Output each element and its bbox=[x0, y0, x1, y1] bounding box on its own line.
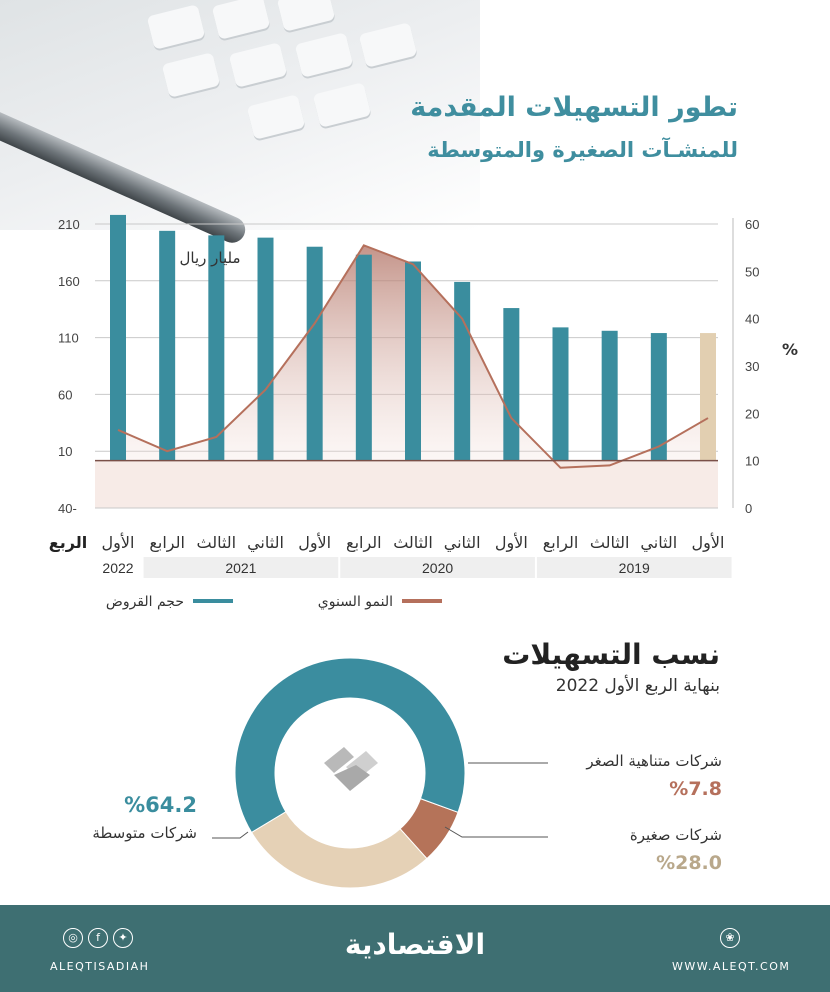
quarter-label: الثالث bbox=[196, 533, 237, 552]
segment-value-micro: %7.8 bbox=[669, 778, 722, 800]
segment-value-small: %28.0 bbox=[656, 852, 722, 874]
quarter-axis-label: الربع bbox=[48, 533, 88, 552]
quarter-label: الثالث bbox=[589, 533, 630, 552]
legend-swatch-growth bbox=[402, 599, 442, 603]
left-axis-tick: 210 bbox=[58, 217, 80, 232]
leader-line-small bbox=[445, 827, 548, 837]
donut-segment bbox=[252, 812, 427, 888]
left-axis-tick: 10 bbox=[58, 444, 73, 460]
keyboard-key bbox=[147, 4, 206, 50]
loan-bar bbox=[553, 327, 569, 460]
loan-bar bbox=[307, 247, 323, 461]
legend-label-growth: النمو السنوي bbox=[317, 594, 393, 610]
keyboard-key bbox=[359, 22, 418, 68]
right-axis-tick: 20 bbox=[745, 406, 760, 422]
quarter-label: الثاني bbox=[640, 533, 678, 552]
twitter-icon[interactable]: ✦ bbox=[113, 928, 133, 948]
right-axis-label: % bbox=[781, 340, 799, 359]
loan-bar bbox=[208, 235, 224, 460]
loan-bar bbox=[405, 261, 421, 460]
legend-swatch-loans bbox=[193, 599, 233, 603]
quarter-label: الرابع bbox=[149, 533, 185, 552]
left-axis-tick: 160 bbox=[58, 273, 80, 289]
loan-bar bbox=[503, 308, 519, 461]
header-background-photo bbox=[0, 0, 480, 230]
loan-bar bbox=[159, 231, 175, 461]
quarter-label: الرابع bbox=[346, 533, 382, 552]
footer-bar bbox=[0, 905, 830, 992]
year-label: 2020 bbox=[422, 560, 454, 576]
quarter-label: الأول bbox=[494, 533, 528, 552]
segment-label-medium: شركات متوسطة bbox=[92, 824, 197, 842]
loan-bar bbox=[356, 255, 372, 461]
brand-logo: الاقتصادية bbox=[344, 928, 486, 961]
instagram-icon[interactable]: ◎ bbox=[63, 928, 83, 948]
year-label: 2021 bbox=[225, 560, 257, 576]
loan-bar bbox=[651, 333, 667, 461]
quarter-label: الثاني bbox=[247, 533, 284, 552]
left-axis-tick: 40- bbox=[58, 501, 77, 516]
keyboard-key bbox=[295, 32, 354, 78]
right-axis-tick: 50 bbox=[745, 264, 760, 280]
keyboard-key bbox=[313, 82, 372, 128]
quarter-label: الرابع bbox=[542, 533, 579, 552]
loan-bar bbox=[454, 282, 470, 461]
segment-label-small: شركات صغيرة bbox=[629, 826, 722, 844]
loan-bar bbox=[258, 238, 274, 461]
year-label: 2019 bbox=[618, 560, 650, 576]
right-axis-tick: 30 bbox=[745, 359, 760, 374]
facebook-icon[interactable]: f bbox=[88, 928, 108, 948]
quarter-label: الأول bbox=[298, 533, 332, 552]
loans-growth-chart bbox=[0, 205, 830, 625]
right-axis-tick: 10 bbox=[745, 453, 760, 469]
leader-line-medium bbox=[212, 832, 248, 838]
website-icon[interactable]: ❀ bbox=[720, 928, 740, 948]
segment-value-medium: %64.2 bbox=[124, 793, 197, 817]
legend-label-loans: حجم القروض bbox=[105, 594, 184, 610]
keyboard-key bbox=[162, 52, 221, 98]
page-subtitle: للمنشـآت الصغيرة والمتوسطة bbox=[427, 138, 738, 162]
handshake-icon bbox=[324, 747, 378, 791]
ratios-subtitle: بنهاية الربع الأول 2022 bbox=[555, 676, 720, 696]
right-axis-tick: 0 bbox=[745, 501, 753, 516]
ratios-title: نسب التسهيلات bbox=[502, 638, 720, 671]
keyboard-key bbox=[212, 0, 271, 40]
loan-bar bbox=[602, 331, 618, 461]
loan-bar bbox=[700, 333, 716, 461]
keyboard-key bbox=[229, 42, 288, 88]
left-axis-tick: 110 bbox=[58, 330, 79, 346]
website-link[interactable]: WWW.ALEQT.COM bbox=[672, 960, 791, 973]
quarter-label: الأول bbox=[101, 533, 135, 552]
left-axis-unit: مليار ريال bbox=[179, 249, 241, 267]
quarter-label: الثاني bbox=[443, 533, 481, 552]
quarter-label: الأول bbox=[691, 533, 725, 552]
year-label: 2022 bbox=[102, 560, 134, 576]
right-axis-tick: 60 bbox=[745, 217, 760, 232]
keyboard-key bbox=[277, 0, 336, 32]
keyboard-key bbox=[247, 94, 306, 140]
loan-bar bbox=[110, 215, 126, 461]
segment-label-micro: شركات متناهية الصغر bbox=[586, 752, 722, 770]
page-title: تطور التسهيلات المقدمة bbox=[410, 92, 738, 123]
left-axis-tick: 60 bbox=[58, 387, 73, 403]
right-axis-tick: 40 bbox=[745, 311, 760, 327]
social-handle[interactable]: ALEQTISADIAH bbox=[50, 960, 150, 973]
negative-band bbox=[95, 461, 718, 508]
quarter-label: الثالث bbox=[393, 533, 433, 552]
